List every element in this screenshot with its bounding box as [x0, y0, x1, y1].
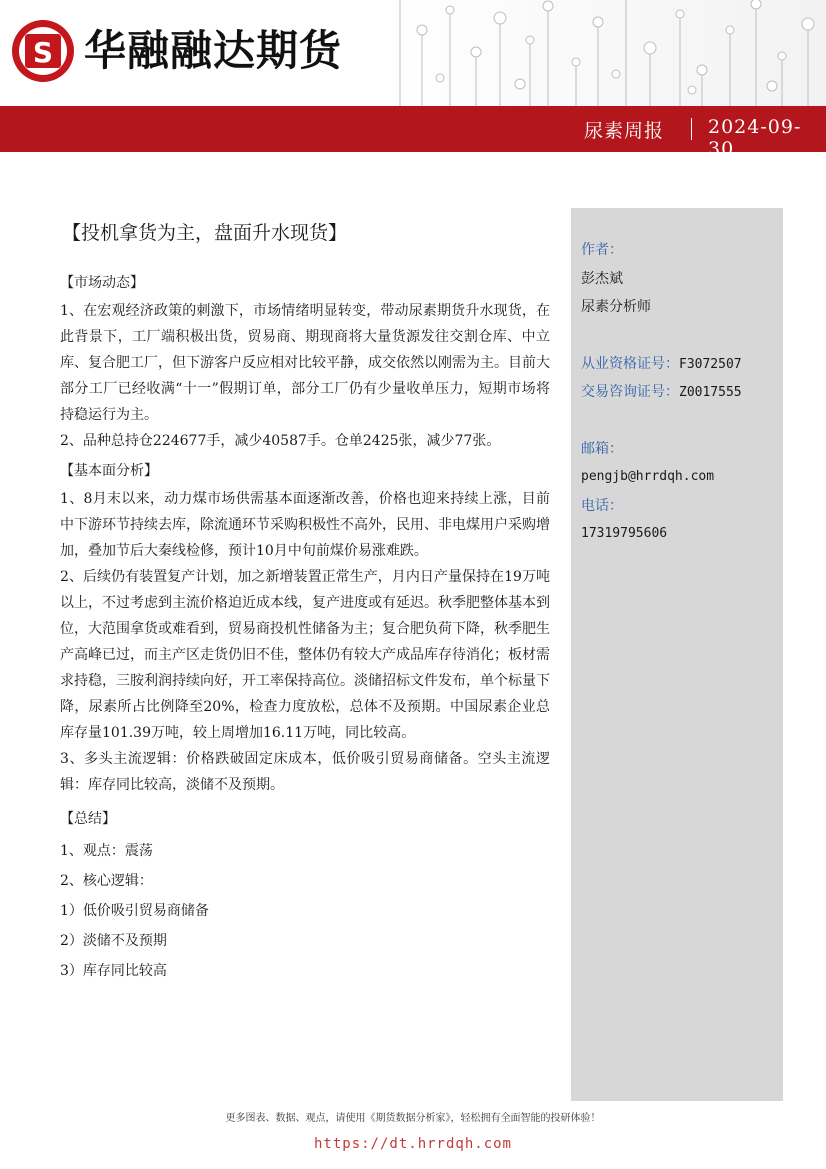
consulting-number: Z0017555	[679, 385, 742, 400]
author-label: 作者：	[581, 242, 623, 258]
banner-divider	[691, 118, 692, 140]
section-heading-summary: 【总结】	[60, 811, 116, 827]
market-paragraph: 1、在宏观经济政策的刺激下，市场情绪明显转变，带动尿素期货升水现货，在此背景下，工厂端积极出货，贸易商、期现商将大量货源发往交割仓库、中立库、复合肥工厂，但下游客户反应相对比较平静，成交依然以刚需为主。目前大部分工厂已经收满“十一”假期订单，部分工厂仍有少量收单压力，短期市场将持稳运行为主。	[60, 303, 550, 423]
fundamental-paragraph: 2、后续仍有装置复产计划，加之新增装置正常生产，月内日产量保持在19万吨以上，不过考虑到主流价格迫近成本线，复产进度或有延迟。秋季肥整体基本到位，大范围拿货或难看到，贸易商投机性储备为主；复合肥负荷下降，秋季肥生产高峰已过，而主产区走货仍旧不佳，整体仍有较大产成品库存待消化；板材需求持稳，三胺利润持续向好，开工率保持高位。淡储招标文件发布，单个标量下降，尿素所占比例降至20%，检查力度放松，总体不及预期。中国尿素企业总库存量101.39万吨，较上周增加16.11万吨，同比较高。	[60, 569, 550, 741]
section-heading-market: 【市场动态】	[60, 275, 144, 291]
summary-line: 2、核心逻辑：	[60, 873, 153, 889]
email-label: 邮箱：	[581, 441, 623, 457]
consulting-row	[581, 382, 742, 403]
email-link[interactable]: pengjb@hrrdqh.com	[581, 469, 715, 484]
company-name: 华融融达期货	[84, 26, 343, 75]
company-logo-icon	[10, 18, 76, 84]
qualification-number: F3072507	[679, 357, 742, 372]
qualification-label: 从业资格证号：	[581, 356, 679, 372]
market-paragraph: 2、品种总持仓224677手，减少40587手。仓单2425张，减少77张。	[60, 433, 501, 449]
footer-url-link[interactable]: https://dt.hrrdqh.com	[313, 1136, 512, 1152]
summary-line: 2）淡储不及预期	[60, 933, 167, 949]
phone-number: 17319795606	[581, 526, 668, 541]
phone-label: 电话：	[581, 498, 623, 514]
report-date: 2024-09-30	[708, 116, 802, 160]
section-heading-fundamental: 【基本面分析】	[60, 463, 158, 479]
report-title: 【投机拿货为主，盘面升水现货】	[62, 222, 348, 244]
summary-line: 1）低价吸引贸易商储备	[60, 903, 209, 919]
fundamental-paragraph: 1、8月末以来，动力煤市场供需基本面逐渐改善，价格也迎来持续上涨，目前中下游环节持续去库，除流通环节采购积极性不高外，民用、非电煤用户采购增加，叠加节后大秦线检修，预计10月中旬前煤价易涨难跌。	[60, 491, 550, 559]
report-body	[60, 208, 550, 986]
report-type-label: 尿素周报	[583, 120, 664, 142]
consulting-label: 交易咨询证号：	[581, 384, 679, 400]
author-name: 彭杰斌	[581, 271, 623, 287]
decorative-line-graphic	[380, 0, 826, 106]
qualification-row	[581, 354, 742, 375]
logo-letter: S	[32, 36, 54, 69]
report-header	[0, 0, 826, 106]
author-sidebar	[571, 208, 783, 1101]
summary-line: 1、观点：震荡	[60, 843, 153, 859]
report-banner	[0, 106, 826, 160]
summary-line: 3）库存同比较高	[60, 963, 167, 979]
fundamental-paragraph: 3、多头主流逻辑：价格跌破固定床成本，低价吸引贸易商储备。空头主流逻辑：库存同比较高，淡储不及预期。	[60, 751, 550, 793]
author-title: 尿素分析师	[581, 299, 651, 315]
footer-note: 更多图表、数据、观点，请使用《期货数据分析家》，轻松拥有全面智能的投研体验！	[225, 1113, 601, 1124]
